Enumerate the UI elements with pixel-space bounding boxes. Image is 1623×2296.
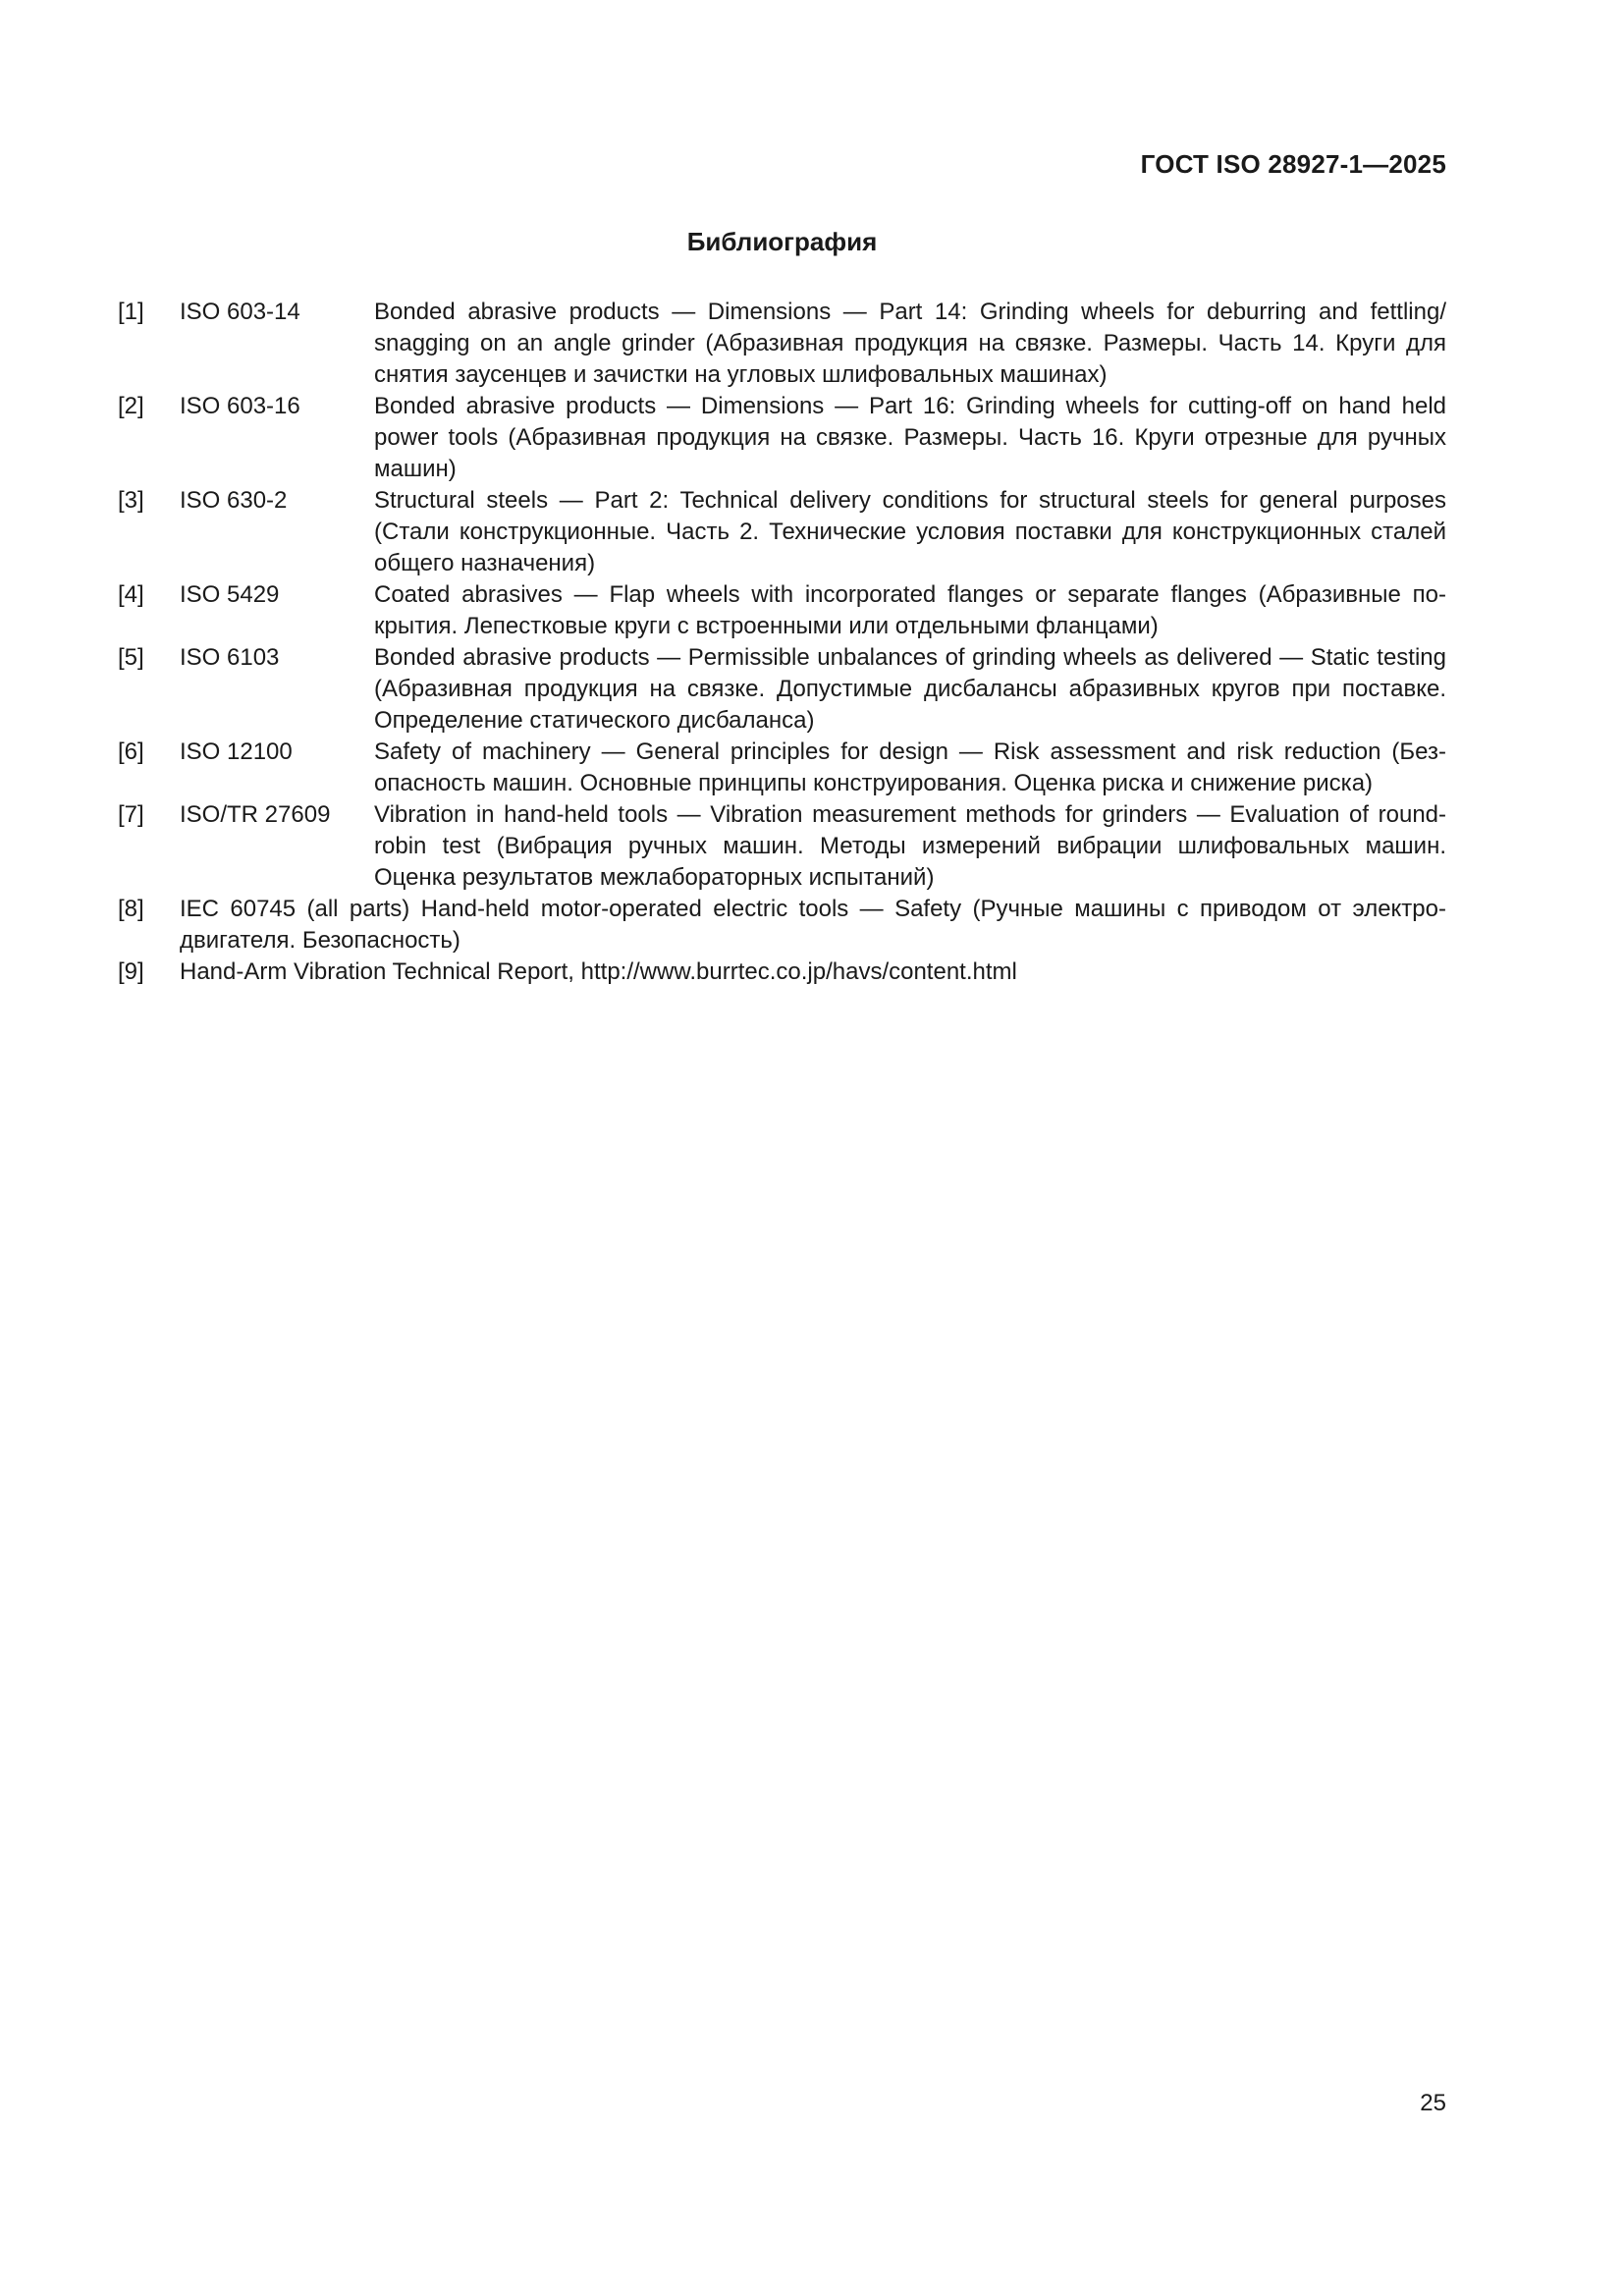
bibliography-entry-1 (118, 297, 1446, 391)
entry-standard-code: ISO 12100 (180, 738, 293, 765)
entry-standard-code: ISO 5429 (180, 581, 280, 608)
entry-title: Safety of machinery — General principles for design — Risk assessment and risk reduction (Безопасность машин. Основные принципы конструирования. Оценка риска и снижение риска) (374, 738, 1446, 796)
bibliography-entry-7 (118, 799, 1446, 894)
document-id: ГОСТ ISO 28927-1—2025 (1140, 149, 1446, 179)
entry-title: Hand-Arm Vibration Technical Report, http://www.burrtec.co.jp/havs/content.html (180, 958, 1017, 985)
entry-title: Structural steels — Part 2: Technical delivery conditions for structural steels for general purposes (Стали конструкционные. Часть 2. Технические условия поставки для конструкционных сталей общего назначения) (374, 487, 1446, 576)
entry-number: [3] (118, 487, 144, 514)
entry-number: [8] (118, 896, 144, 922)
bibliography-entry-2 (118, 391, 1446, 485)
entry-title: Vibration in hand-held tools — Vibration measurement methods for grinders — Evaluation of round-robin test (Вибрация ручных машин. Методы измерений вибрации шлифовальных машин. Оценка результатов межлабораторных испытаний) (374, 801, 1446, 891)
entry-number: [9] (118, 958, 144, 985)
entry-standard-code: ISO 6103 (180, 644, 280, 671)
entry-standard-code: ISO 603-14 (180, 299, 300, 325)
entry-number: [5] (118, 644, 144, 671)
bibliography-entry-4 (118, 579, 1446, 642)
entry-number: [2] (118, 393, 144, 419)
bibliography-list (118, 297, 1446, 988)
entry-title: Coated abrasives — Flap wheels with incorporated flanges or separate flanges (Абразивные покрытия. Лепестковые круги с встроенными или отдельными фланцами) (374, 581, 1446, 639)
entry-number: [6] (118, 738, 144, 765)
entry-number: [1] (118, 299, 144, 325)
entry-standard-code: ISO 630-2 (180, 487, 288, 514)
entry-title: Bonded abrasive products — Dimensions — Part 16: Grinding wheels for cutting-off on hand held power tools (Абразивная продукция на связке. Размеры. Часть 16. Круги отрезные для ручных машин) (374, 393, 1446, 482)
bibliography-entry-3 (118, 485, 1446, 579)
entry-standard-code: ISO/TR 27609 (180, 801, 331, 828)
bibliography-entry-8 (118, 894, 1446, 957)
entry-title: Bonded abrasive products — Dimensions — Part 14: Grinding wheels for deburring and fettling/​snagging on an angle grinder (Абразивная продукция на связке. Размеры. Часть 14. Круги для снятия заусенцев и зачистки на угловых шлифовальных машинах) (374, 299, 1446, 388)
page-number: 25 (1420, 2090, 1446, 2116)
entry-title: Bonded abrasive products — Permissible unbalances of grinding wheels as delivered — Static testing (Абразивная продукция на связке. Допустимые дисбалансы абразивных кругов при поставке. Определение статического дисбаланса) (374, 644, 1446, 734)
bibliography-entry-6 (118, 737, 1446, 799)
entry-title: IEC 60745 (all parts) Hand-held motor-operated electric tools — Safety (Ручные машины с приводом от электродвигателя. Безопасность) (180, 896, 1446, 954)
entry-standard-code: ISO 603-16 (180, 393, 300, 419)
section-title: Библиография (686, 227, 878, 256)
bibliography-entry-5 (118, 642, 1446, 737)
bibliography-entry-9 (118, 957, 1446, 988)
entry-number: [4] (118, 581, 144, 608)
entry-number: [7] (118, 801, 144, 828)
